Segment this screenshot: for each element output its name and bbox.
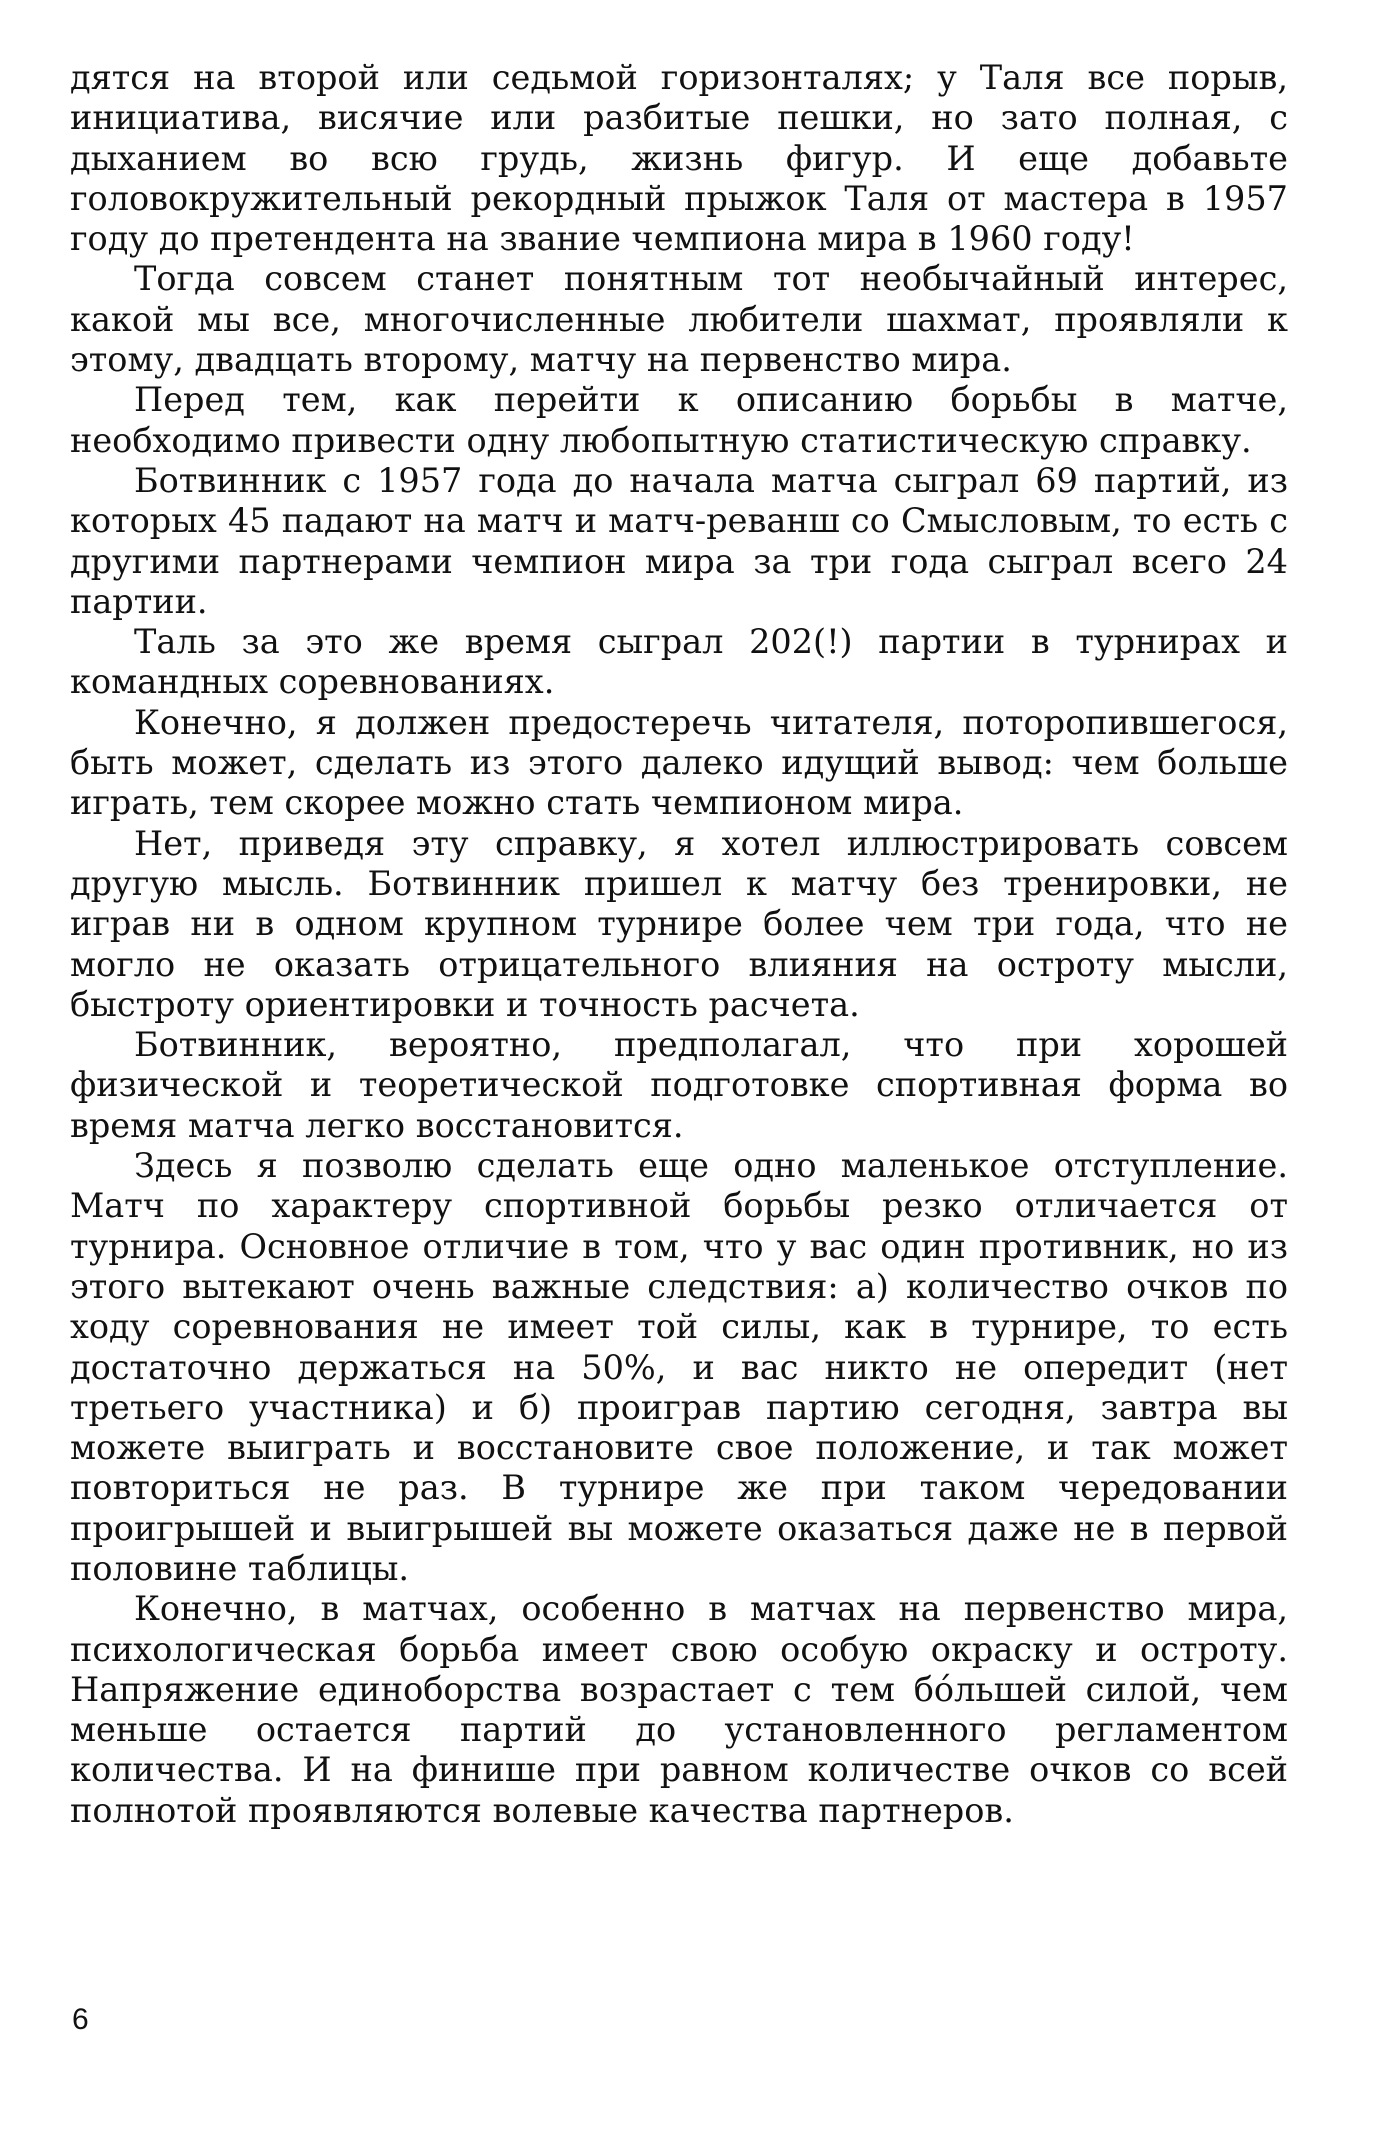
paragraph: Нет, приведя эту справку, я хотел иллюстрировать совсем другую мысль. Ботвинник пришел к матчу без тренировки, не играв ни в одном крупном турнире более чем три года, что не могло не оказать отрицательного влияния на остроту мысли, быстроту ориентировки и точность расчета. <box>70 823 1288 1024</box>
paragraph: Ботвинник, вероятно, предполагал, что при хорошей физической и теоретической подготовке спортивная форма во время матча легко восстановится. <box>70 1025 1288 1145</box>
paragraph-continued: дятся на второй или седьмой горизонталях; у Таля все порыв, инициатива, висячие или разбитые пешки, но зато полная, с дыханием во всю грудь, жизнь фигур. И еще добавьте головокружительный рекордный прыжок Таля от мастера в 1957 году до претендента на звание чемпиона мира в 1960 году! <box>70 58 1288 259</box>
paragraph: Тогда совсем станет понятным тот необычайный интерес, какой мы все, многочисленные любители шахмат, проявляли к этому, двадцать второму, матчу на первенство мира. <box>70 259 1288 380</box>
paragraph: Конечно, в матчах, особенно в матчах на первенство мира, психологическая борьба имеет свою особую окраску и остроту. Напряжение единоборства возрастает с тем бо́льшей силой, чем меньше остается партий до установленного регламентом количества. И на финише при равном количестве очков со всей полнотой проявляются волевые качества партнеров. <box>70 1589 1288 1830</box>
paragraph: Таль за это же время сыграл 202(!) партии в турнирах и командных соревнованиях. <box>70 622 1288 702</box>
paragraph: Перед тем, как перейти к описанию борьбы в матче, необходимо привести одну любопытную статистическую справку. <box>70 380 1288 460</box>
body-text <box>70 58 1288 1831</box>
page-number: 6 <box>72 2003 89 2036</box>
paragraph: Здесь я позволю сделать еще одно маленькое отступление. Матч по характеру спортивной борьбы резко отличается от турнира. Основное отличие в том, что у вас один противник, но из этого вытекают очень важные следствия: а) количество очков по ходу соревнования не имеет той силы, как в турнире, то есть достаточно держаться на 50%, и вас никто не опередит (нет третьего участника) и б) проиграв партию сегодня, завтра вы можете выиграть и восстановите свое положение, и так может повториться не раз. В турнире же при таком чередовании проигрышей и выигрышей вы можете оказаться даже не в первой половине таблицы. <box>70 1146 1288 1588</box>
paragraph: Конечно, я должен предостеречь читателя, поторопившегося, быть может, сделать из этого далеко идущий вывод: чем больше играть, тем скорее можно стать чемпионом мира. <box>70 702 1288 823</box>
paragraph: Ботвинник с 1957 года до начала матча сыграл 69 партий, из которых 45 падают на матч и матч-реванш со Смысловым, то есть с другими партнерами чемпион мира за три года сыграл всего 24 партии. <box>70 460 1288 621</box>
